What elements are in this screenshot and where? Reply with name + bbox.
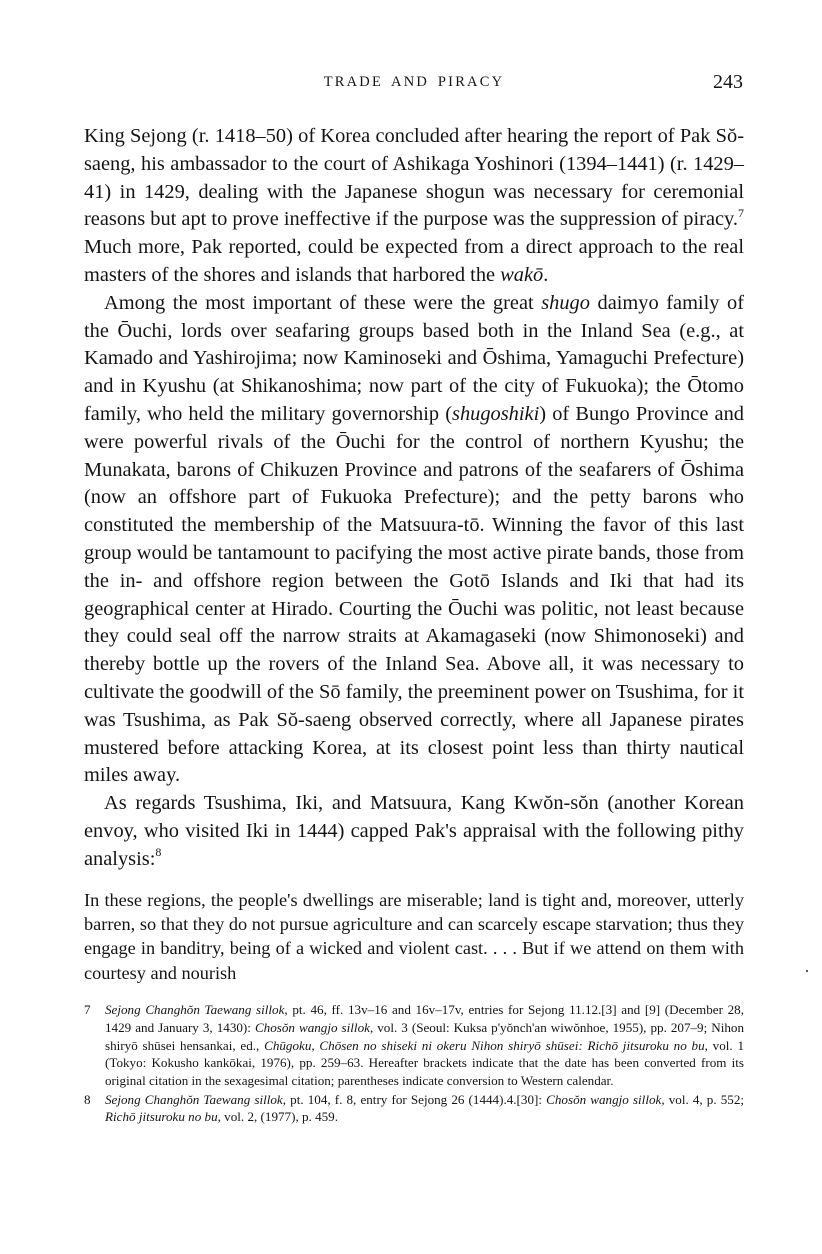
paragraph-text: Among the most important of these were the great — [104, 291, 542, 314]
body-paragraph-2 — [84, 290, 744, 790]
footnote-source-title: Chosŏn wangjo sillok — [546, 1091, 662, 1107]
footnote-number: 8 — [84, 1091, 91, 1107]
margin-speck — [806, 970, 808, 972]
paragraph-text: daimyo family of the Ōuchi, lords over seafaring groups based both in the Inland Sea (e.g., at Kamado and Yashirojima; now Kaminoseki and Ōshima, Yamaguchi Prefecture) and in Kyushu (at Shikanoshima; now part of the city of Fukuoka); the Ōtomo family, who held the military governorship ( — [84, 291, 745, 425]
italic-term-wako: wakō — [500, 263, 544, 286]
book-page — [84, 66, 744, 1126]
paragraph-text: King Sejong (r. 1418–50) of Korea concluded after hearing the report of Pak Sŏ-saeng, his ambassador to the court of Ashikaga Yoshinori (1394–1441) (r. 1429–41) in 1429, dealing with the Japanese shogun was necessary for ceremonial reasons but apt to prove ineffective if the purpose was the suppression of piracy. — [84, 125, 744, 231]
page-number: 243 — [713, 71, 743, 93]
italic-term-shugo: shugo — [541, 291, 590, 314]
running-head — [84, 66, 744, 106]
footnote-text: , vol. 2, (1977), p. 459. — [217, 1109, 339, 1125]
footnote-number: 7 — [84, 1002, 91, 1018]
body-paragraph-3 — [84, 790, 744, 873]
footnote-source-title: Sejong Changhŏn Taewang sillok — [105, 1002, 285, 1018]
footnotes-section — [84, 1001, 744, 1126]
footnote-source-title: Chūgoku, Chōsen no shiseki ni okeru Nihon shiryō shūsei: Richō jitsuroku no bu — [264, 1037, 705, 1053]
footnote-text: , vol. 4, p. 552; — [661, 1091, 745, 1107]
paragraph-text: . — [543, 263, 549, 286]
footnote-8 — [84, 1091, 744, 1126]
body-paragraph-1 — [84, 123, 744, 290]
footnote-7 — [84, 1001, 744, 1090]
italic-term-shugoshiki: shugoshiki — [452, 402, 540, 425]
footnote-source-title: Chosŏn wangjo sillok — [254, 1019, 370, 1035]
running-title: TRADE AND PIRACY — [323, 74, 505, 90]
paragraph-text: ) of Bungo Province and were powerful rivals of the Ōuchi for the control of northern Kyushu; the Munakata, barons of Chikuzen Province and patrons of the seafarers of Ōshima (now an offshore part of Fukuoka Prefecture); and the petty barons who constituted the membership of the Matsuura-tō. Winning the favor of this last group would be tantamount to pacifying the most active pirate bands, those from the in- and offshore region between the Gotō Islands and Iki that had its geographical center at Hirado. Courting the Ōuchi was politic, not least because they could seal off the narrow straits at Akamagaseki (now Shimonoseki) and thereby bottle up the rovers of the Inland Sea. Above all, it was necessary to cultivate the goodwill of the Sō family, the preeminent power on Tsushima, for it was Tsushima, as Pak Sŏ-saeng observed correctly, where all Japanese pirates mustered before attacking Korea, at its closest point less than thirty nautical miles away. — [84, 402, 744, 787]
paragraph-text: Much more, Pak reported, could be expected from a direct approach to the real masters of the shores and islands that harbored the — [84, 236, 744, 286]
footnote-source-title: Sejong Changhŏn Taewang sillok — [105, 1091, 283, 1107]
footnote-source-title: Richō jitsuroku no bu — [105, 1109, 218, 1125]
footnote-reference-8[interactable]: 8 — [155, 844, 162, 859]
footnote-text: , vol. 3 (Seoul: Kuksa p'yŏnch'an wiwŏnhoe, 1955), pp. 207–9; Nihon shiryō shūsei hensankai, ed., — [105, 1019, 744, 1053]
paragraph-text: As regards Tsushima, Iki, and Matsuura, Kang Kwŏn-sŏn (another Korean envoy, who visited Iki in 1444) capped Pak's appraisal with the following pithy analysis: — [84, 792, 744, 870]
footnote-text: , pt. 104, f. 8, entry for Sejong 26 (1444).4.[30]: — [282, 1091, 547, 1107]
block-quotation: In these regions, the people's dwellings are miserable; land is tight and, moreover, utterly barren, so that they do not pursue agriculture and can scarcely escape starvation; thus they engage in banditry, being of a wicked and violent cast. . . . But if we attend on them with courtesy and nourish — [84, 889, 744, 983]
footnote-reference-7[interactable]: 7 — [738, 205, 745, 220]
footnote-text: , pt. 46, ff. 13v–16 and 16v–17v, entries for Sejong 11.12.[3] and [9] (December 28, 1429 and January 3, 1430): — [105, 1002, 744, 1035]
footnote-text: , vol. 1 (Tokyo: Kokusho kankōkai, 1976), pp. 259–63. Hereafter brackets indicate that the date has been converted from its original citation in the sexagesimal citation; parentheses indicate conversion to Western calendar. — [105, 1037, 745, 1088]
